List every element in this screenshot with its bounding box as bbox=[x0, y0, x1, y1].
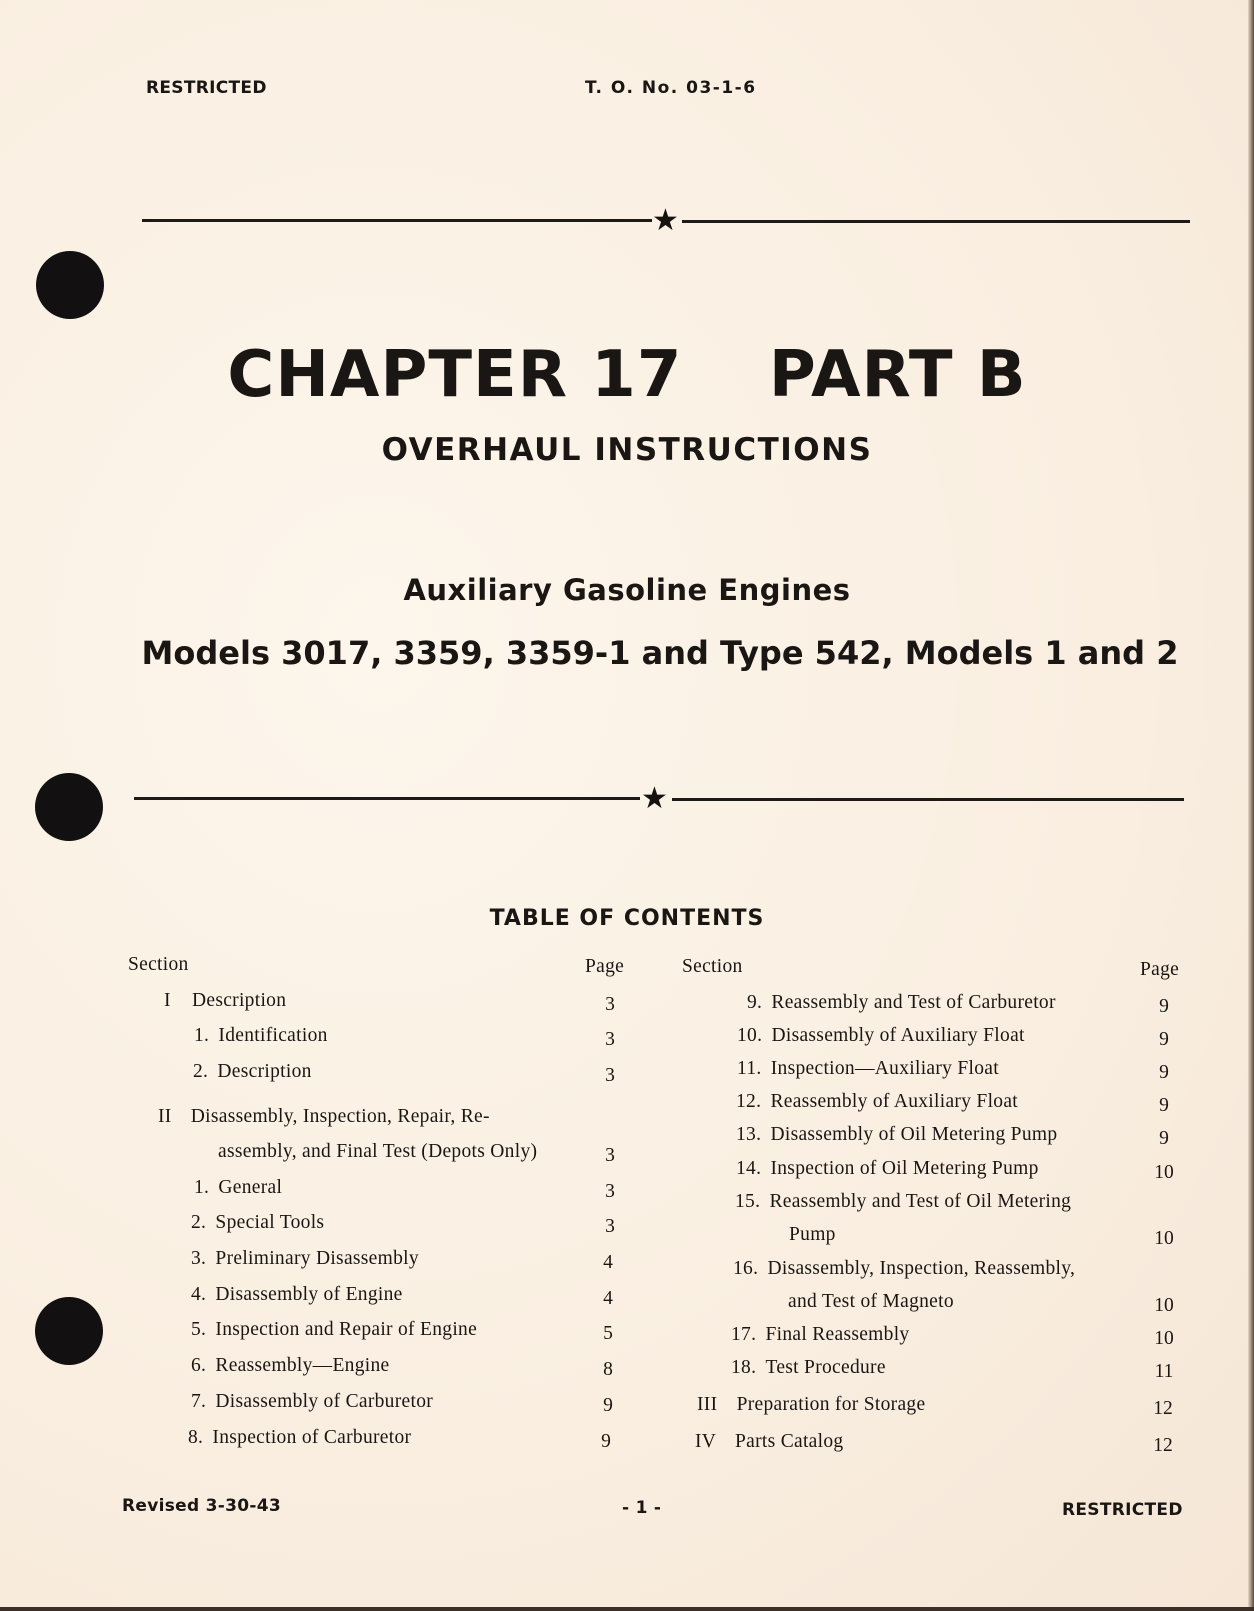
toc-entry-title: Description bbox=[217, 1061, 312, 1082]
toc-entry-number: 14. bbox=[736, 1158, 762, 1179]
toc-entry-title: Reassembly and Test of Carburetor bbox=[771, 992, 1056, 1013]
toc-entry-page: 9 bbox=[601, 1431, 611, 1452]
subject-heading: Auxiliary Gasoline Engines bbox=[403, 573, 851, 607]
header-tech-order-number: T. O. No. 03-1-6 bbox=[585, 78, 757, 98]
toc-entry-title: Identification bbox=[218, 1025, 328, 1046]
toc-entry-number: 1. bbox=[194, 1025, 210, 1046]
toc-entry-number: 13. bbox=[736, 1124, 762, 1145]
toc-entry[interactable] bbox=[733, 1258, 1075, 1280]
toc-entry[interactable] bbox=[735, 1191, 1071, 1213]
page-edge-right bbox=[1248, 0, 1254, 1611]
toc-entry-page: 3 bbox=[605, 1065, 615, 1086]
toc-entry-page: 10 bbox=[1154, 1295, 1174, 1316]
toc-entry-title: Test Procedure bbox=[765, 1357, 886, 1378]
toc-entry-title: Disassembly, Inspection, Repair, Re- bbox=[190, 1106, 490, 1127]
toc-entry-title: Disassembly of Carburetor bbox=[215, 1391, 434, 1412]
divider-line-left bbox=[134, 797, 640, 800]
toc-entry-number: 9. bbox=[747, 992, 763, 1013]
divider-line-right bbox=[672, 798, 1184, 801]
toc-entry[interactable] bbox=[736, 1124, 1057, 1146]
models-heading: Models 3017, 3359, 3359-1 and Type 542, Models 1 and 2 bbox=[141, 634, 1179, 672]
star-icon: ★ bbox=[641, 781, 668, 816]
toc-entry-page: 5 bbox=[603, 1323, 613, 1344]
toc-entry-title: Inspection of Carburetor bbox=[212, 1427, 412, 1448]
toc-entry-page: 12 bbox=[1153, 1435, 1173, 1456]
toc-entry-page: 11 bbox=[1154, 1361, 1174, 1382]
toc-entry-title: Reassembly of Auxiliary Float bbox=[770, 1091, 1019, 1112]
footer-page-number: - 1 - bbox=[622, 1498, 662, 1518]
toc-entry-number: I bbox=[164, 990, 171, 1011]
toc-entry-title: Preparation for Storage bbox=[736, 1394, 926, 1415]
toc-entry-page: 4 bbox=[603, 1252, 613, 1273]
toc-entry-title: assembly, and Final Test (Depots Only) bbox=[218, 1141, 538, 1162]
toc-entry-title: Inspection and Repair of Engine bbox=[215, 1319, 478, 1340]
toc-entry-number: 11. bbox=[737, 1058, 762, 1079]
toc-entry[interactable] bbox=[191, 1355, 390, 1377]
toc-right-page-label: Page bbox=[1140, 959, 1180, 980]
star-icon: ★ bbox=[652, 203, 679, 238]
toc-entry-number: 15. bbox=[735, 1191, 761, 1212]
toc-entry-number: 3. bbox=[191, 1248, 207, 1269]
toc-entry-continuation[interactable] bbox=[788, 1291, 954, 1313]
toc-entry-number: 4. bbox=[191, 1284, 207, 1305]
toc-entry-page: 10 bbox=[1154, 1228, 1174, 1249]
document-subtitle: OVERHAUL INSTRUCTIONS bbox=[381, 432, 873, 468]
toc-entry-page: 12 bbox=[1153, 1398, 1173, 1419]
toc-entry-title: Pump bbox=[789, 1224, 836, 1245]
toc-entry[interactable] bbox=[736, 1091, 1018, 1113]
toc-entry-page: 8 bbox=[603, 1359, 613, 1380]
divider-line-left bbox=[142, 219, 652, 222]
toc-entry-title: Final Reassembly bbox=[765, 1324, 910, 1345]
toc-entry-page: 9 bbox=[1159, 1029, 1169, 1050]
toc-entry-continuation[interactable] bbox=[789, 1224, 836, 1246]
toc-right-section-label: Section bbox=[682, 956, 743, 977]
toc-entry-number: 12. bbox=[736, 1091, 762, 1112]
toc-entry-number: 5. bbox=[191, 1319, 207, 1340]
toc-entry[interactable] bbox=[191, 1319, 477, 1341]
binder-hole-bottom bbox=[35, 1297, 103, 1365]
toc-entry[interactable] bbox=[736, 1158, 1039, 1180]
toc-entry-title: Disassembly, Inspection, Reassembly, bbox=[767, 1258, 1076, 1279]
toc-entry-number: 6. bbox=[191, 1355, 207, 1376]
toc-entry-page: 3 bbox=[605, 994, 615, 1015]
header-classification: RESTRICTED bbox=[146, 78, 267, 98]
toc-entry-number: II bbox=[158, 1106, 172, 1127]
toc-entry-number: 8. bbox=[188, 1427, 204, 1448]
toc-entry[interactable] bbox=[697, 1394, 925, 1416]
toc-entry[interactable] bbox=[188, 1427, 411, 1449]
toc-entry[interactable] bbox=[695, 1431, 843, 1453]
toc-entry-page: 3 bbox=[605, 1181, 615, 1202]
toc-entry-page: 10 bbox=[1154, 1162, 1174, 1183]
toc-heading: TABLE OF CONTENTS bbox=[489, 906, 765, 931]
toc-entry-title: General bbox=[218, 1177, 283, 1198]
toc-entry[interactable] bbox=[731, 1357, 886, 1379]
toc-entry-title: Parts Catalog bbox=[735, 1431, 844, 1452]
toc-entry-page: 9 bbox=[1159, 1062, 1169, 1083]
toc-entry-title: and Test of Magneto bbox=[788, 1291, 954, 1312]
toc-entry-title: Preliminary Disassembly bbox=[215, 1248, 419, 1269]
toc-entry-title: Inspection of Oil Metering Pump bbox=[770, 1158, 1039, 1179]
toc-entry-number: 17. bbox=[731, 1324, 757, 1345]
toc-entry-page: 10 bbox=[1154, 1328, 1174, 1349]
toc-entry[interactable] bbox=[194, 1177, 282, 1199]
toc-entry[interactable] bbox=[164, 990, 286, 1012]
toc-entry-number: 2. bbox=[191, 1212, 207, 1233]
toc-entry-page: 9 bbox=[603, 1395, 613, 1416]
toc-entry-page: 3 bbox=[605, 1029, 615, 1050]
toc-entry[interactable] bbox=[191, 1212, 324, 1234]
toc-entry-number: 16. bbox=[733, 1258, 759, 1279]
toc-entry-page: 4 bbox=[603, 1288, 613, 1309]
toc-entry-title: Description bbox=[191, 990, 287, 1011]
toc-left-page-label: Page bbox=[585, 956, 625, 977]
toc-entry-number: 2. bbox=[193, 1061, 209, 1082]
toc-entry[interactable] bbox=[158, 1106, 490, 1128]
toc-entry-continuation[interactable] bbox=[218, 1141, 537, 1163]
toc-entry-title: Reassembly—Engine bbox=[215, 1355, 390, 1376]
toc-entry-page: 9 bbox=[1159, 996, 1169, 1017]
toc-entry[interactable] bbox=[191, 1248, 419, 1270]
toc-entry-page: 3 bbox=[605, 1216, 615, 1237]
toc-entry-number: III bbox=[697, 1394, 718, 1415]
toc-entry[interactable] bbox=[747, 992, 1056, 1014]
toc-entry-number: IV bbox=[695, 1431, 716, 1452]
toc-entry-number: 1. bbox=[194, 1177, 210, 1198]
chapter-label: CHAPTER 17 bbox=[227, 338, 683, 412]
part-label: PART B bbox=[768, 338, 1027, 412]
toc-entry-title: Disassembly of Engine bbox=[215, 1284, 403, 1305]
chapter-title bbox=[0, 340, 1254, 410]
toc-entry-title: Inspection—Auxiliary Float bbox=[770, 1058, 999, 1079]
toc-entry-page: 3 bbox=[605, 1145, 615, 1166]
toc-entry-number: 10. bbox=[737, 1025, 763, 1046]
toc-entry[interactable] bbox=[193, 1061, 312, 1083]
toc-entry-title: Reassembly and Test of Oil Metering bbox=[769, 1191, 1072, 1212]
toc-entry-number: 7. bbox=[191, 1391, 207, 1412]
toc-entry-title: Special Tools bbox=[215, 1212, 325, 1233]
divider-line-right bbox=[682, 220, 1190, 223]
toc-entry-page: 9 bbox=[1159, 1128, 1169, 1149]
toc-entry-page: 9 bbox=[1159, 1095, 1169, 1116]
footer-revision-date: Revised 3-30-43 bbox=[122, 1496, 282, 1516]
toc-entry[interactable] bbox=[191, 1391, 433, 1413]
toc-entry[interactable] bbox=[191, 1284, 403, 1306]
toc-entry-title: Disassembly of Auxiliary Float bbox=[771, 1025, 1025, 1046]
toc-entry[interactable] bbox=[731, 1324, 909, 1346]
binder-hole-middle bbox=[35, 773, 103, 841]
toc-left-section-label: Section bbox=[128, 954, 189, 975]
footer-classification: RESTRICTED bbox=[1062, 1500, 1183, 1520]
binder-hole-top bbox=[36, 251, 104, 319]
page-edge-bottom bbox=[0, 1607, 1254, 1611]
toc-entry[interactable] bbox=[737, 1025, 1025, 1047]
toc-entry[interactable] bbox=[737, 1058, 999, 1080]
toc-entry-title: Disassembly of Oil Metering Pump bbox=[770, 1124, 1058, 1145]
toc-entry[interactable] bbox=[194, 1025, 328, 1047]
toc-entry-number: 18. bbox=[731, 1357, 757, 1378]
